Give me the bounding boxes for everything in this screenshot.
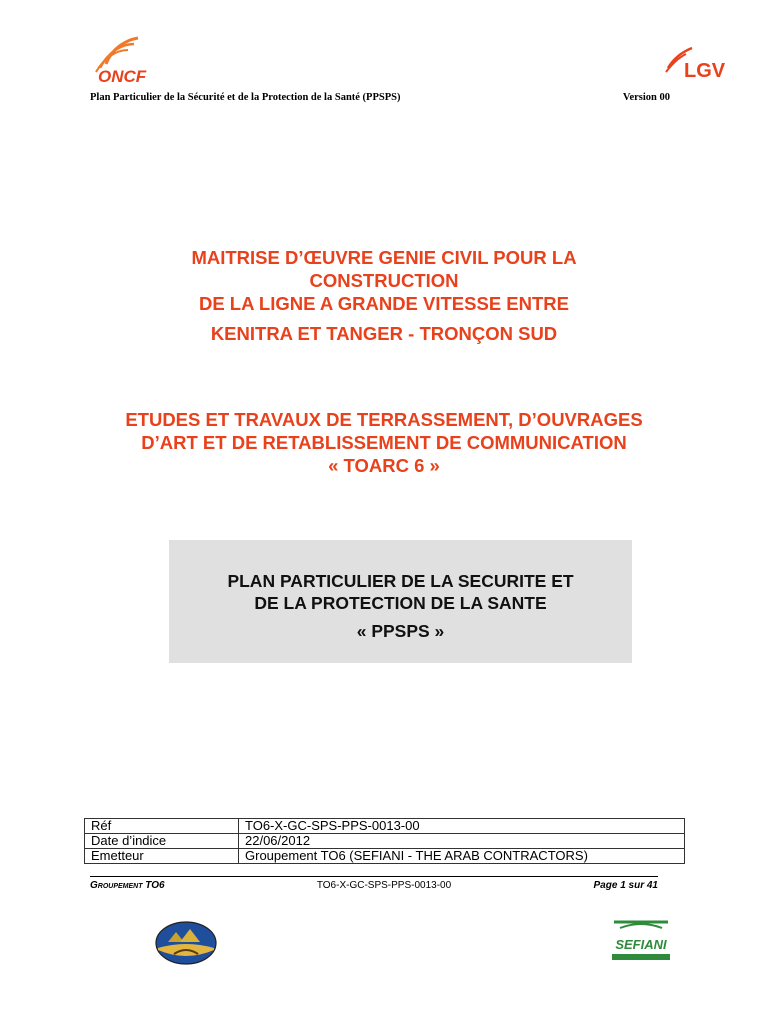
header-document-title: Plan Particulier de la Sécurité et de la Protection de la Santé (PPSPS) (90, 92, 401, 103)
main-title (100, 246, 668, 345)
ref-label: Réf (85, 819, 239, 834)
arab-contractors-logo (154, 920, 218, 966)
emitter-value: Groupement TO6 (SEFIANI - THE ARAB CONTRACTORS) (239, 849, 685, 864)
header-version: Version 00 (622, 92, 670, 103)
oncf-logo (88, 34, 160, 88)
main-title-line-1: MAITRISE D’ŒUVRE GENIE CIVIL POUR LA (191, 247, 577, 268)
table-row (85, 849, 685, 864)
reference-table (84, 818, 685, 864)
main-title-line-3: DE LA LIGNE A GRANDE VITESSE ENTRE (198, 293, 570, 314)
main-title-line-4: KENITRA ET TANGER - TRONÇON SUD (210, 323, 558, 344)
emitter-label: Emetteur (85, 849, 239, 864)
table-row (85, 834, 685, 849)
lgv-logo-text: LGV (684, 60, 726, 80)
footer-divider (90, 876, 658, 877)
plan-title-line-2: DE LA PROTECTION DE LA SANTE (254, 593, 547, 613)
plan-title-line-3: « PPSPS » (356, 621, 445, 641)
sefiani-logo-text: SEFIANI (615, 937, 667, 952)
plan-title-box (169, 540, 632, 663)
footer-group-name: Groupement TO6 (90, 880, 165, 891)
footer-reference: TO6-X-GC-SPS-PPS-0013-00 (316, 880, 452, 891)
sefiani-logo (606, 916, 676, 964)
lgv-logo (664, 46, 736, 80)
main-title-line-2: CONSTRUCTION (309, 270, 459, 291)
subtitle-line-3: « TOARC 6 » (328, 455, 440, 476)
table-row (85, 819, 685, 834)
subtitle-line-2: D’ART ET DE RETABLISSEMENT DE COMMUNICATION (141, 432, 627, 453)
subtitle-line-1: ETUDES ET TRAVAUX DE TERRASSEMENT, D’OUVRAGES (125, 409, 643, 430)
date-value: 22/06/2012 (239, 834, 685, 849)
ref-value: TO6-X-GC-SPS-PPS-0013-00 (239, 819, 685, 834)
oncf-logo-text: ONCF (98, 67, 147, 86)
date-label: Date d’indice (85, 834, 239, 849)
running-header (90, 92, 670, 106)
plan-title-line-1: PLAN PARTICULIER DE LA SECURITE ET (227, 571, 574, 591)
project-subtitle (80, 408, 688, 477)
footer-page-number: Page 1 sur 41 (593, 880, 658, 891)
